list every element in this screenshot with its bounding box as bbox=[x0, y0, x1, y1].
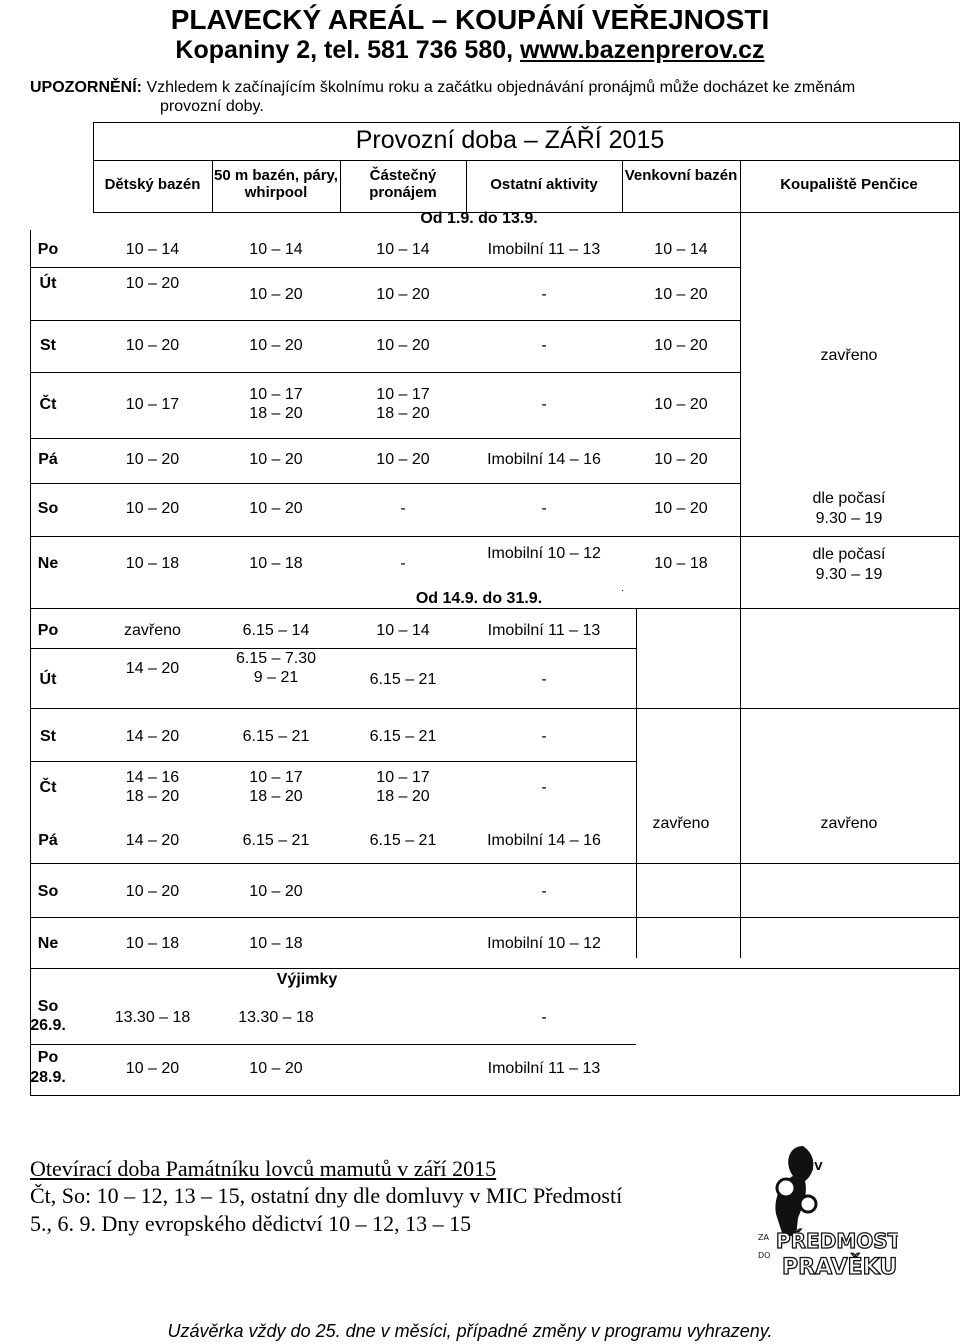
cell: 10 – 20 bbox=[654, 396, 708, 413]
date-label: 26.9. bbox=[30, 1017, 66, 1034]
website-link[interactable]: www.bazenprerov.cz bbox=[520, 36, 765, 64]
footer-note: Uzávěrka vždy do 25. dne v měsíci, případné změny v programu vyhrazeny. bbox=[167, 1321, 773, 1341]
museum-heritage-days: 5., 6. 9. Dny evropského dědictví 10 – 12, 13 – 15 bbox=[30, 1211, 472, 1236]
cell: 10 – 20 bbox=[376, 286, 430, 303]
cell: - bbox=[541, 337, 547, 354]
cell: 13.30 – 18 bbox=[238, 1009, 314, 1026]
cell: 6.15 – 21 bbox=[242, 728, 310, 745]
cell: 10 – 14 bbox=[654, 241, 708, 258]
column-header: Koupaliště Penčice bbox=[780, 176, 918, 193]
cell: Imobilní 11 – 13 bbox=[487, 241, 601, 258]
table-left-border bbox=[30, 230, 31, 1096]
row-border bbox=[30, 320, 740, 321]
contact-text: Kopaniny 2, tel. 581 736 580, bbox=[175, 36, 521, 64]
column-header: Ostatní aktivity bbox=[490, 176, 598, 193]
cell: - bbox=[541, 779, 547, 796]
cell: 10 – 20 bbox=[249, 883, 303, 900]
row-border bbox=[30, 863, 960, 864]
cell: 10 – 17 bbox=[249, 769, 303, 786]
cell: Imobilní 14 – 16 bbox=[487, 451, 601, 468]
page-title: PLAVECKÝ AREÁL – KOUPÁNÍ VEŘEJNOSTI bbox=[170, 4, 770, 35]
pencice-closed: zavřeno bbox=[820, 347, 878, 364]
row-border bbox=[30, 648, 636, 649]
date-label: 28.9. bbox=[30, 1069, 66, 1086]
cell: - bbox=[541, 500, 547, 517]
cell: 10 – 18 bbox=[125, 555, 180, 572]
cell: 6.15 – 7.30 bbox=[235, 650, 317, 667]
column-header: Dětský bazén bbox=[104, 176, 201, 193]
column-header: 50 m bazén, páry, whirpool bbox=[214, 167, 338, 201]
cell: 10 – 18 bbox=[249, 555, 303, 572]
cell: 10 – 20 bbox=[125, 275, 180, 292]
column-divider bbox=[636, 608, 637, 958]
day-label: Pá bbox=[38, 832, 58, 849]
notice-label: UPOZORNĚNÍ: bbox=[30, 79, 142, 96]
cell: 10 – 20 bbox=[654, 500, 708, 517]
notice-text: Vzhledem k začínajícím školnímu roku a začátku objednávání pronájmů může docházet ke změnám bbox=[142, 79, 856, 96]
cell: 10 – 14 bbox=[249, 241, 303, 258]
row-border bbox=[30, 761, 636, 762]
pencice-closed: zavřeno bbox=[820, 815, 878, 832]
svg-text:DO: DO bbox=[758, 1251, 771, 1260]
cell: 10 – 20 bbox=[654, 286, 708, 303]
svg-text:PRAVĚKU: PRAVĚKU bbox=[782, 1255, 898, 1280]
day-label: So bbox=[37, 998, 59, 1015]
museum-title: Otevírací doba Památníku lovců mamutů v září 2015 bbox=[30, 1156, 497, 1181]
column-header: Venkovní bazén bbox=[624, 167, 738, 184]
cell: Imobilní 11 – 13 bbox=[487, 622, 601, 639]
cell: - bbox=[400, 555, 406, 572]
row-border bbox=[30, 536, 960, 537]
row-border bbox=[30, 372, 740, 373]
predmosti-logo bbox=[748, 1136, 898, 1301]
column-divider bbox=[622, 590, 623, 591]
cell: 10 – 20 bbox=[125, 337, 180, 354]
day-label: Po bbox=[37, 241, 59, 258]
cell: 6.15 – 14 bbox=[242, 622, 310, 639]
exceptions-border bbox=[30, 968, 960, 969]
svg-text:PŘEDMOSTÍ: PŘEDMOSTÍ bbox=[776, 1229, 898, 1253]
header-top-border bbox=[93, 122, 960, 123]
column-header: Částečný pronájem bbox=[369, 167, 437, 201]
period-label: Od 1.9. do 13.9. bbox=[420, 210, 538, 227]
cell: 10 – 18 bbox=[654, 555, 708, 572]
cell: 10 – 17 bbox=[249, 386, 303, 403]
cell: - bbox=[541, 286, 547, 303]
schedule-title: Provozní doba – ZÁŘÍ 2015 bbox=[355, 126, 665, 154]
day-label: Pá bbox=[38, 451, 58, 468]
table-bottom-border bbox=[30, 1095, 960, 1096]
row-border bbox=[30, 917, 960, 918]
cell: 10 – 17 bbox=[376, 386, 430, 403]
cell: 10 – 20 bbox=[125, 451, 180, 468]
cell: 10 – 20 bbox=[249, 337, 303, 354]
cell: Imobilní 11 – 13 bbox=[487, 1060, 601, 1077]
cell: Imobilní 10 – 12 bbox=[487, 935, 601, 952]
cell: 10 – 20 bbox=[249, 451, 303, 468]
cell: 10 – 18 bbox=[249, 935, 303, 952]
day-label: Po bbox=[37, 1049, 59, 1066]
cell: 6.15 – 21 bbox=[369, 832, 437, 849]
cell: 10 – 20 bbox=[249, 286, 303, 303]
contact-line bbox=[0, 36, 940, 64]
cell: 10 – 20 bbox=[376, 451, 430, 468]
cell: - bbox=[541, 1009, 547, 1026]
period-border bbox=[30, 608, 960, 609]
row-border bbox=[30, 1044, 636, 1045]
notice bbox=[30, 78, 960, 116]
cell: - bbox=[541, 671, 547, 688]
cell: 9.30 – 19 bbox=[815, 566, 883, 583]
cell: 13.30 – 18 bbox=[114, 1009, 191, 1026]
day-label: Po bbox=[37, 622, 59, 639]
day-label: So bbox=[37, 500, 59, 517]
cell: 10 – 14 bbox=[376, 241, 430, 258]
cell: 10 – 20 bbox=[125, 883, 180, 900]
museum-hours: Čt, So: 10 – 12, 13 – 15, ostatní dny dle domluvy v MIC Předmostí bbox=[30, 1183, 623, 1208]
cell: 14 – 20 bbox=[125, 832, 180, 849]
cell: 18 – 20 bbox=[376, 405, 430, 422]
row-border bbox=[30, 708, 960, 709]
day-label: Ne bbox=[37, 935, 59, 952]
cell: 10 – 14 bbox=[376, 622, 430, 639]
cell: Imobilní 14 – 16 bbox=[487, 832, 601, 849]
cell: 10 – 14 bbox=[125, 241, 180, 258]
cell: 14 – 16 bbox=[125, 769, 180, 786]
cell: 18 – 20 bbox=[249, 405, 303, 422]
cell: 6.15 – 21 bbox=[369, 728, 437, 745]
cell: 18 – 20 bbox=[376, 788, 430, 805]
day-label: Út bbox=[39, 275, 57, 292]
svg-text:ZA: ZA bbox=[758, 1233, 769, 1242]
header-row-border bbox=[93, 160, 960, 161]
svg-text:.V: .V bbox=[810, 1160, 823, 1173]
venkovni-closed: zavřeno bbox=[652, 815, 710, 832]
cell: 10 – 20 bbox=[654, 451, 708, 468]
cell: 10 – 17 bbox=[376, 769, 430, 786]
cell: 9.30 – 19 bbox=[815, 510, 883, 527]
row-border bbox=[30, 483, 740, 484]
notice-text-continued: provozní doby. bbox=[160, 98, 264, 115]
cell: 10 – 18 bbox=[125, 935, 180, 952]
day-label: Ne bbox=[37, 555, 59, 572]
cell: 10 – 17 bbox=[125, 396, 180, 413]
cell: dle počasí bbox=[812, 490, 886, 507]
cell: 10 – 20 bbox=[125, 500, 180, 517]
cell: 10 – 20 bbox=[376, 337, 430, 354]
day-label: Út bbox=[39, 671, 57, 688]
exceptions-label: Výjimky bbox=[276, 971, 338, 988]
day-label: So bbox=[37, 883, 59, 900]
cell: dle počasí bbox=[812, 546, 886, 563]
day-label: Čt bbox=[39, 779, 57, 796]
cell: - bbox=[541, 883, 547, 900]
cell: 14 – 20 bbox=[125, 728, 180, 745]
cell: 14 – 20 bbox=[125, 660, 180, 677]
period-label: Od 14.9. do 31.9. bbox=[415, 590, 543, 607]
day-label: St bbox=[40, 337, 56, 354]
cell: Imobilní 10 – 12 bbox=[487, 545, 601, 562]
cell: 10 – 20 bbox=[125, 1060, 180, 1077]
row-border bbox=[30, 267, 740, 268]
cell: - bbox=[400, 500, 406, 517]
cell: 18 – 20 bbox=[125, 788, 180, 805]
day-label: St bbox=[40, 728, 56, 745]
cell: zavřeno bbox=[124, 622, 181, 639]
cell: 10 – 20 bbox=[654, 337, 708, 354]
cell: - bbox=[541, 728, 547, 745]
cell: - bbox=[541, 396, 547, 413]
row-border bbox=[30, 438, 740, 439]
cell: 6.15 – 21 bbox=[369, 671, 437, 688]
day-label: Čt bbox=[39, 396, 57, 413]
cell: 6.15 – 21 bbox=[242, 832, 310, 849]
cell: 9 – 21 bbox=[253, 669, 299, 686]
cell: 10 – 20 bbox=[249, 1060, 303, 1077]
cell: 18 – 20 bbox=[249, 788, 303, 805]
cell: 10 – 20 bbox=[249, 500, 303, 517]
